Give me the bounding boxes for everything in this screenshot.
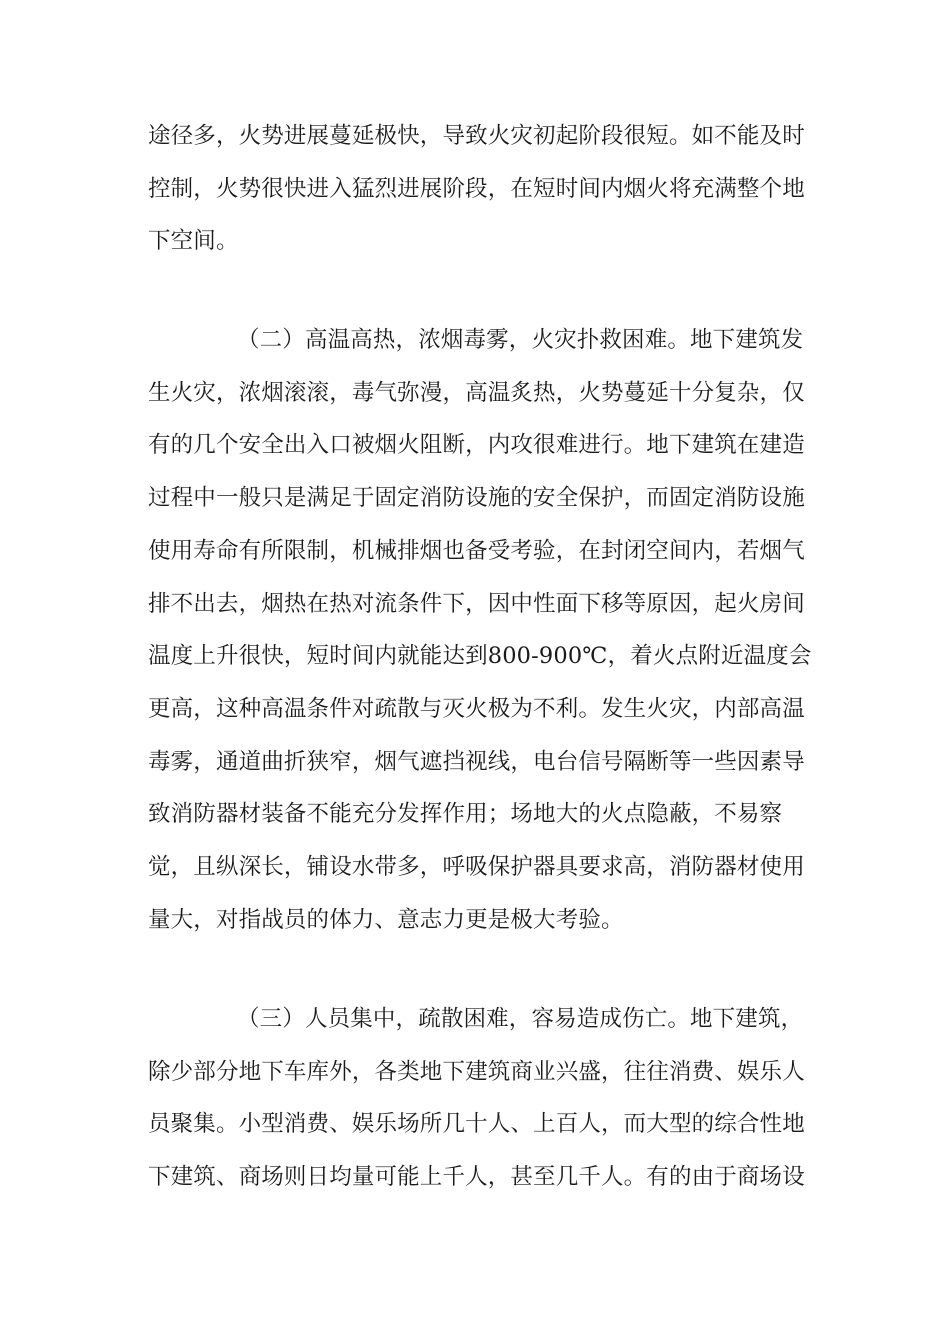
paragraph-3-line-2: 除少部分地下车库外，各类地下建筑商业兴盛，往往消费、娱乐人 — [148, 1059, 805, 1085]
paragraph-3-line-4: 下建筑、商场则日均量可能上千人，甚至几千人。有的由于商场设 — [148, 1164, 805, 1190]
paragraph-2-line-12: 量大，对指战员的体力、意志力更是极大考验。 — [148, 907, 624, 933]
paragraph-1-line-3: 下空间。 — [148, 228, 239, 254]
paragraph-2-line-11: 觉，且纵深长，铺设水带多，呼吸保护器具要求高，消防器材使用 — [148, 854, 805, 880]
paragraph-2-line-8: 更高，这种高温条件对疏散与灭火极为不利。发生火灾，内部高温 — [148, 696, 805, 722]
paragraph-1-line-2: 控制，火势很快进入猛烈进展阶段，在短时间内烟火将充满整个地 — [148, 176, 805, 202]
paragraph-2-line-6: 排不出去，烟热在热对流条件下，因中性面下移等原因，起火房间 — [148, 591, 805, 617]
paragraph-3-line-3: 员聚集。小型消费、娱乐场所几十人、上百人，而大型的综合性地 — [148, 1111, 805, 1137]
paragraph-2-line-9: 毒雾，通道曲折狭窄，烟气遮挡视线，电台信号隔断等一些因素导 — [148, 749, 805, 775]
paragraph-2-line-2: 生火灾，浓烟滚滚，毒气弥漫，高温炙热，火势蔓延十分复杂，仅 — [148, 380, 805, 406]
paragraph-1-line-1: 途径多，火势进展蔓延极快，导致火灾初起阶段很短。如不能及时 — [148, 123, 805, 149]
paragraph-2-line-3: 有的几个安全出入口被烟火阻断，内攻很难进行。地下建筑在建造 — [148, 432, 805, 458]
paragraph-2-line-1: （二）高温高热，浓烟毒雾，火灾扑救困难。地下建筑发 — [237, 327, 804, 353]
paragraph-2-line-5: 使用寿命有所限制，机械排烟也备受考验，在封闭空间内，若烟气 — [148, 538, 805, 564]
paragraph-2-line-4: 过程中一般只是满足于固定消防设施的安全保护，而固定消防设施 — [148, 485, 805, 511]
paragraph-2-line-7: 温度上升很快，短时间内就能达到800-900℃，着火点附近温度会 — [148, 643, 812, 669]
paragraph-3-line-1: （三）人员集中，疏散困难，容易造成伤亡。地下建筑， — [237, 1006, 804, 1032]
paragraph-2-line-10: 致消防器材装备不能充分发挥作用；场地大的火点隐蔽，不易察 — [148, 801, 783, 827]
